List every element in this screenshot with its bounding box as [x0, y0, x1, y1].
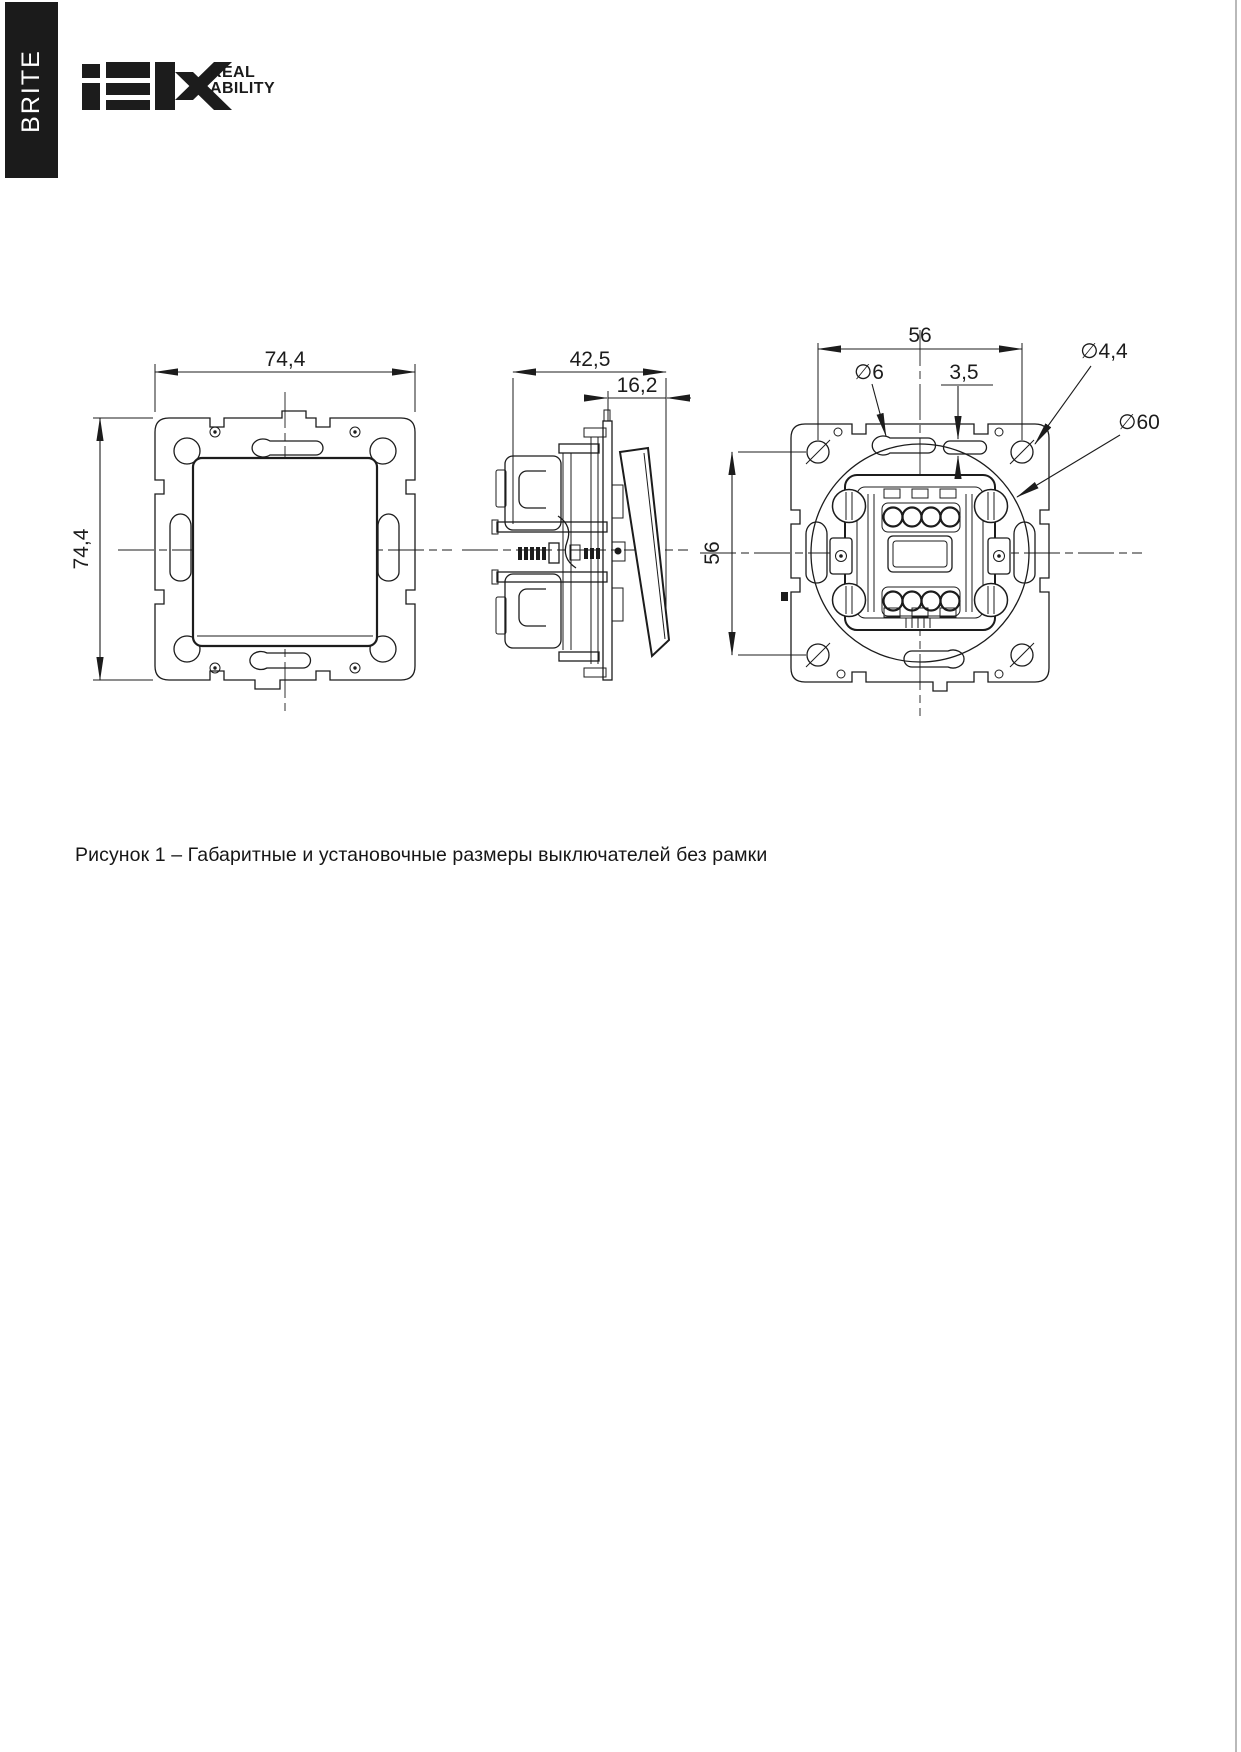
latch-tab — [612, 485, 623, 518]
dim-label-mount-circle: ∅60 — [1118, 411, 1160, 434]
dim-label-slot-width: 3,5 — [949, 361, 979, 384]
iek-logo-i-stem — [82, 83, 100, 110]
leader-line — [872, 384, 886, 436]
leader-line — [1017, 435, 1120, 497]
iek-logo-k-stem — [155, 62, 175, 110]
dim-label-side-depth: 42,5 — [569, 348, 611, 371]
plate-slot — [806, 522, 827, 583]
frame-cap — [559, 444, 599, 453]
plate-slot — [904, 650, 964, 668]
dim-label-side-front-depth: 16,2 — [616, 374, 658, 397]
side-rocker-key — [620, 448, 669, 656]
latch-tab — [612, 588, 623, 621]
iek-logo-e-bar — [106, 83, 150, 95]
brand-header — [5, 2, 275, 178]
side-plate — [603, 421, 612, 680]
claw-adjust-screw — [518, 516, 600, 568]
plate-slot — [1014, 522, 1035, 583]
terminal-detail — [519, 471, 546, 508]
side-mechanism — [492, 428, 607, 677]
tagline-ability: ABILITY — [210, 80, 276, 97]
plate-slot — [170, 514, 191, 581]
dim-label-rear-span-v: 56 — [701, 541, 724, 565]
plate-slot — [252, 439, 323, 457]
terminal-detail — [519, 589, 546, 626]
side-plate-tab — [604, 410, 610, 421]
dim-label-fix-hole: ∅4,4 — [1080, 340, 1128, 363]
iek-logo-e-bar — [106, 100, 150, 110]
dim-label-front-height: 74,4 — [70, 528, 93, 570]
figure-caption: Рисунок 1 – Габаритные и установочные размеры выключателей без рамки — [75, 844, 768, 866]
rear-mechanism — [830, 475, 1010, 630]
side-view — [462, 348, 691, 680]
front-view — [70, 348, 452, 712]
iek-logo-i-dot — [82, 64, 100, 78]
rear-view — [700, 324, 1160, 716]
iek-logo-e-bar — [106, 62, 150, 78]
plate-slot — [250, 652, 311, 670]
rocker-key — [193, 458, 377, 646]
dim-label-front-width: 74,4 — [264, 348, 306, 371]
terminal-block — [505, 574, 561, 648]
leader-line — [1035, 366, 1091, 444]
latch-pin — [615, 548, 622, 555]
frame-cap — [559, 652, 599, 661]
plate-slot — [378, 514, 399, 581]
dim-label-slot-hole: ∅6 — [854, 361, 884, 384]
tagline-real: REAL — [210, 64, 256, 81]
plate-nub — [781, 592, 788, 601]
dim-label-rear-span-h: 56 — [908, 324, 932, 347]
plate-slot — [944, 441, 987, 454]
brite-sidebar-label: BRITE — [17, 49, 45, 133]
